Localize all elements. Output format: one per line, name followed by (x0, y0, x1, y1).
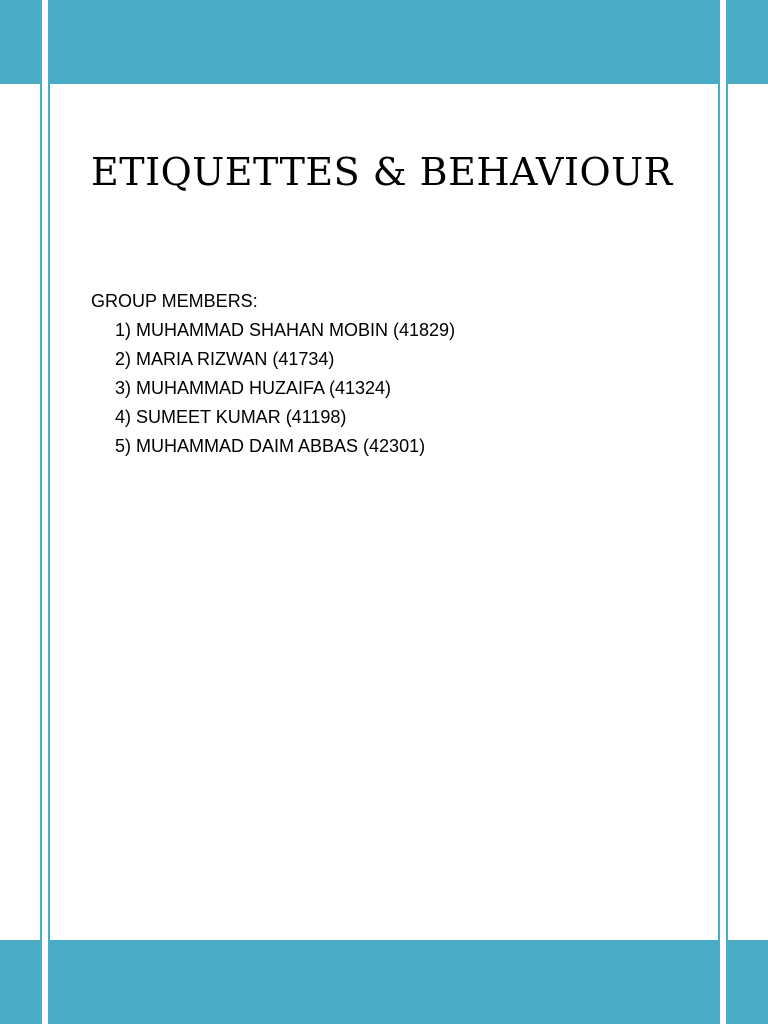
header-band (50, 0, 718, 84)
member-list (91, 316, 455, 461)
left-border-rule (48, 0, 50, 1024)
footer-band-right (728, 940, 768, 1024)
group-members-heading: GROUP MEMBERS: (91, 291, 258, 311)
member-item: 5) MUHAMMAD DAIM ABBAS (42301) (115, 436, 426, 456)
header-band-right (728, 0, 768, 84)
footer-band-left (0, 940, 40, 1024)
footer-band (50, 940, 718, 1024)
member-item: 2) MARIA RIZWAN (41734) (115, 349, 335, 369)
document-title: ETIQUETTES & BEHAVIOUR (91, 150, 673, 194)
group-members-section (91, 287, 455, 461)
right-border-rule (726, 0, 728, 1024)
right-border-rule (718, 0, 720, 1024)
member-item: 3) MUHAMMAD HUZAIFA (41324) (115, 378, 392, 398)
member-item: 4) SUMEET KUMAR (41198) (115, 407, 347, 427)
member-item: 1) MUHAMMAD SHAHAN MOBIN (41829) (115, 320, 456, 340)
header-band-left (0, 0, 40, 84)
left-border-rule (40, 0, 42, 1024)
